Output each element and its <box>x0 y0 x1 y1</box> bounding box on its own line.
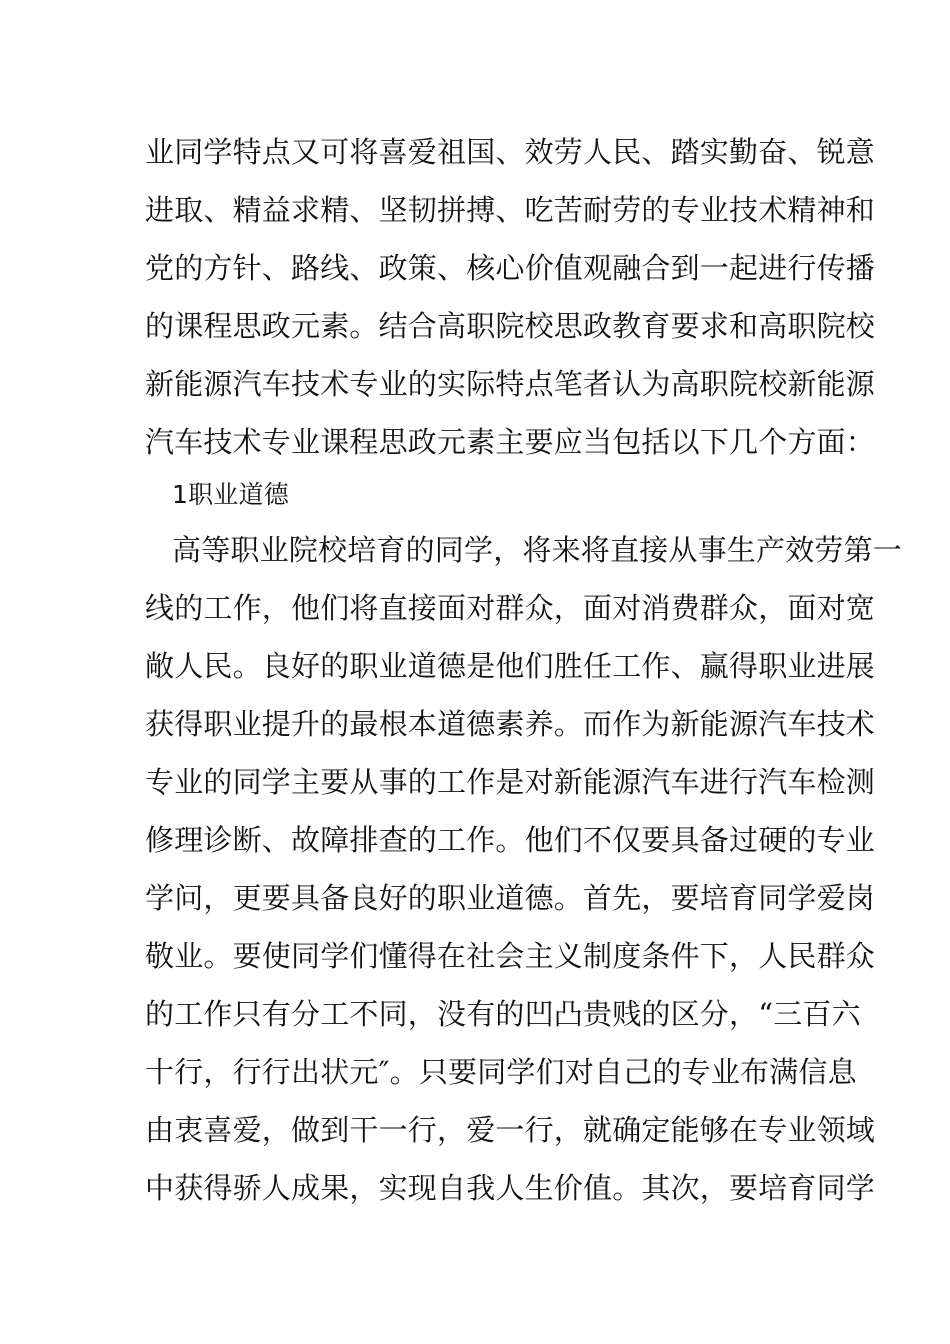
paragraph-2-line: 敞人民。良好的职业道德是他们胜任工作、赢得职业进展 <box>145 649 876 683</box>
paragraph-2-line: 专业的同学主要从事的工作是对新能源汽车进行汽车检测 <box>145 765 876 799</box>
paragraph-2-line: 由衷喜爱，做到干一行，爱一行，就确定能够在专业领域 <box>145 1113 876 1147</box>
paragraph-1-line: 的课程思政元素。结合高职院校思政教育要求和高职院校 <box>145 309 876 343</box>
paragraph-1-line: 新能源汽车技术专业的实际特点笔者认为高职院校新能源 <box>145 367 876 401</box>
paragraph-1-line: 业同学特点又可将喜爱祖国、效劳人民、踏实勤奋、锐意 <box>145 135 876 169</box>
paragraph-1-line: 进取、精益求精、坚韧拼搏、吃苦耐劳的专业技术精神和 <box>145 193 876 227</box>
paragraph-2-line: 修理诊断、故障排查的工作。他们不仅要具备过硬的专业 <box>145 823 876 857</box>
paragraph-2-line: 获得职业提升的最根本道德素养。而作为新能源汽车技术 <box>145 707 876 741</box>
paragraph-2-line: 高等职业院校培育的同学，将来将直接从事生产效劳第一 <box>172 533 903 567</box>
section-heading: 1职业道德 <box>172 480 289 509</box>
paragraph-2-line: 的工作只有分工不同，没有的凹凸贵贱的区分，“三百六 <box>145 997 861 1031</box>
paragraph-1-line: 党的方针、路线、政策、核心价值观融合到一起进行传播 <box>145 251 876 285</box>
paragraph-2-line: 十行，行行出状元″。只要同学们对自己的专业布满信息 <box>145 1055 857 1089</box>
paragraph-2-line: 中获得骄人成果，实现自我人生价值。其次，要培育同学 <box>145 1171 876 1205</box>
paragraph-2-line: 敬业。要使同学们懂得在社会主义制度条件下，人民群众 <box>145 939 876 973</box>
paragraph-2-line: 学问，更要具备良好的职业道德。首先，要培育同学爱岗 <box>145 881 876 915</box>
paragraph-2-line: 线的工作，他们将直接面对群众，面对消费群众，面对宽 <box>145 591 876 625</box>
paragraph-1-line: 汽车技术专业课程思政元素主要应当包括以下几个方面： <box>145 425 876 459</box>
